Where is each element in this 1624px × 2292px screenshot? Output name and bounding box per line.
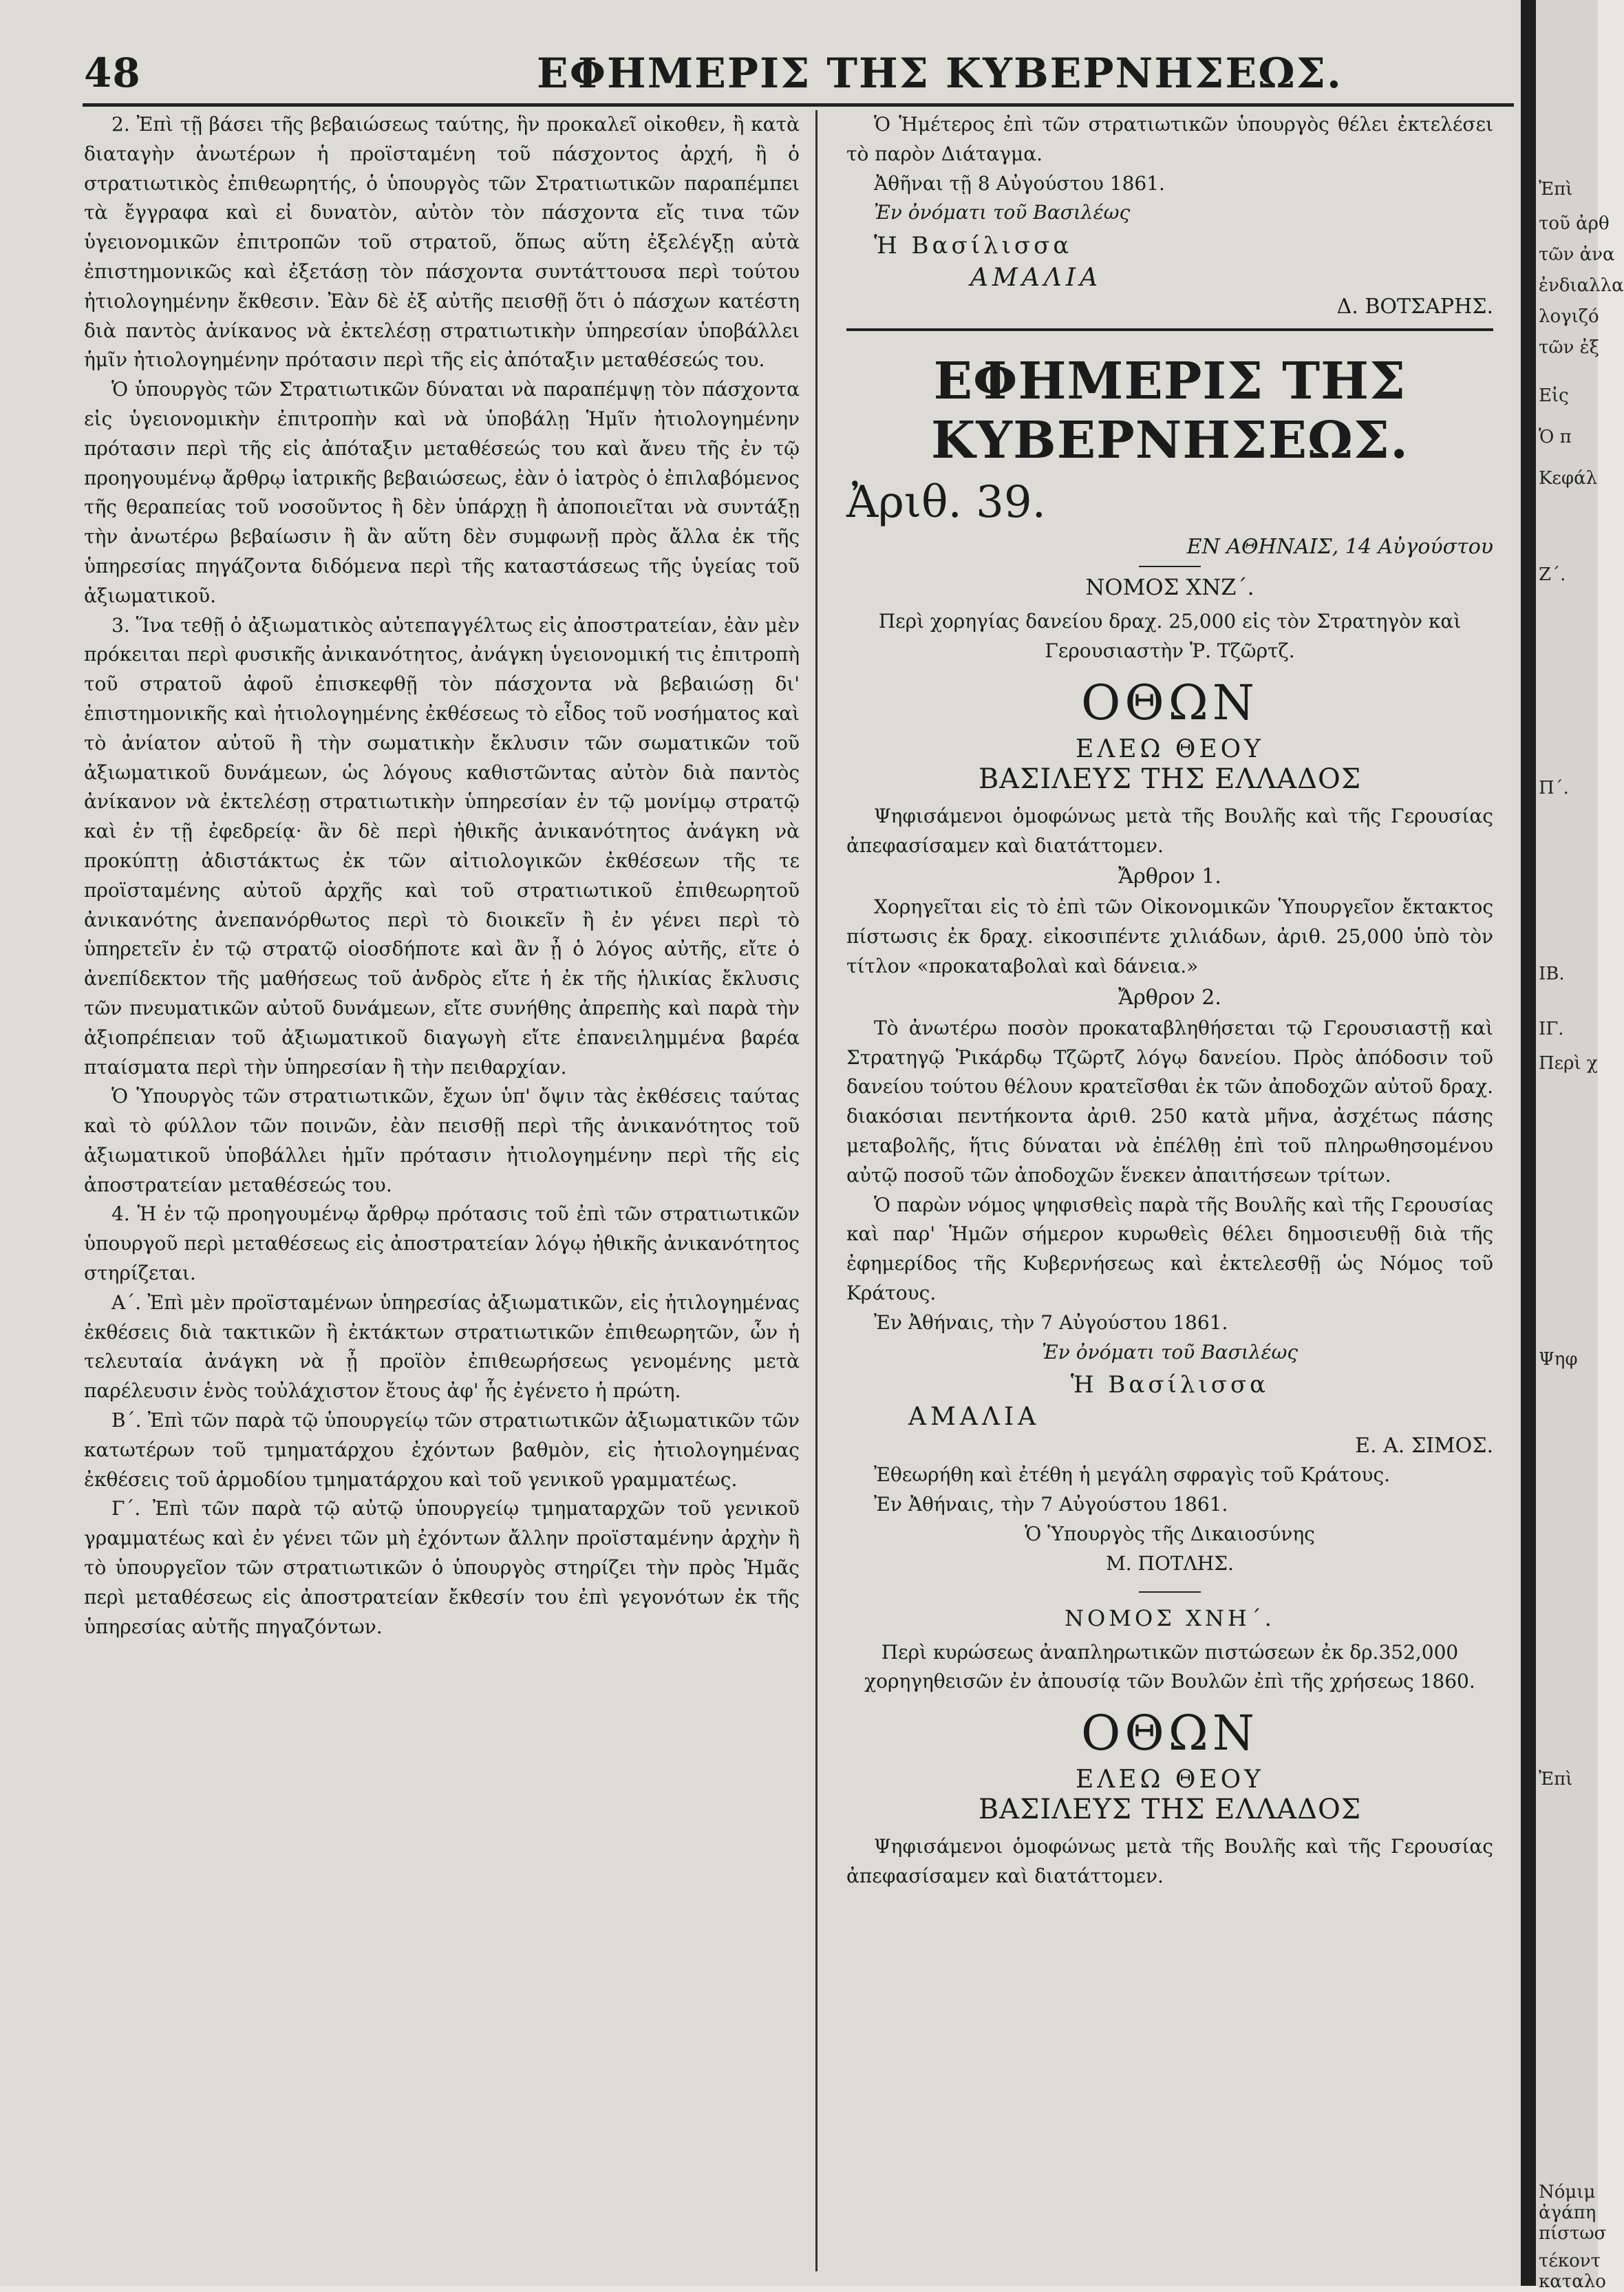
edge-fragment: τῶν ἀνα <box>1539 244 1615 265</box>
column-divider <box>815 110 818 2271</box>
edge-fragment: ἀγάπη <box>1539 2203 1596 2223</box>
king-of-greece: ΒΑΣΙΛΕΥΣ ΤΗΣ ΕΛΛΑΔΟΣ <box>978 1794 1362 1826</box>
edge-fragment: Ἐπὶ <box>1539 179 1573 200</box>
edge-fragment: καταλο <box>1539 2271 1606 2292</box>
decree-closing: Ὁ Ἡμέτερος ἐπὶ τῶν στρατιωτικῶν ὑπουργὸς θέλει ἐκτελέσει τὸ παρὸν Διάταγμα. <box>846 113 1493 165</box>
short-rule <box>1139 1591 1201 1593</box>
page-number: 48 <box>84 50 141 96</box>
header-rule <box>83 103 1514 107</box>
edge-fragment: τοῦ ἀρθ <box>1539 213 1610 234</box>
minister-name: Μ. ΠΟΤΛΗΣ. <box>1106 1551 1234 1575</box>
decree-date: Ἀθῆναι τῇ 8 Αὐγούστου 1861. <box>874 171 1165 195</box>
edge-fragment: Ψηφ <box>1539 1349 1578 1370</box>
law-preamble: Ψηφισάμενοι ὁμοφώνως μετὰ τῆς Βουλῆς καὶ τῆς Γερουσίας ἀπεφασίσαμεν καὶ διατάττομεν. <box>846 804 1493 857</box>
minister-title: Ὁ Ὑπουργὸς τῆς Δικαιοσύνης <box>1025 1522 1315 1545</box>
decree-queen: Ἡ Βασίλισσα <box>874 232 1073 260</box>
king-name: ΟΘΩΝ <box>1080 674 1259 731</box>
left-paragraph: 3. Ἵνα τεθῇ ὁ ἀξιωματικὸς αὐτεπαγγέλτως εἰς ἀποστρατείαν, ἐὰν μὲν πρόκειται περὶ φυσικῆς ἀνικανότητος, ἀνάγκη ὑγειονομική τις ἐπιτροπὴ τοῦ στρατοῦ ἀφοῦ ἐπισκεφθῇ τὸν πάσχοντα νὰ βεβαιώσῃ δι' ἐπιστημονικῆς καὶ ἠτιολογημένης ἐκθέσεως τὸ εἶδος τοῦ νοσήματος καὶ τὸ ἀνίατον αὐτοῦ ἢ τὴν σωματικὴν ἔκλυσιν τῶν σωματικῶν τοῦ ἀξιωματικοῦ δυνάμεων, ὡς λόγους καθιστῶντας αὐτὸν διὰ παντὸς ἀνίκανον νὰ ἐκτελέσῃ στρατιωτικὴν ὑπηρεσίαν ἐν τῷ μονίμῳ στρατῷ καὶ ἐν τῇ ἐφεδρείᾳ· ἂν δὲ περὶ ἠθικῆς ἀνικανότητος ἀνάγκη νὰ προκύπτῃ ἀδιστάκτως ἐκ τῶν αἰτιολογικῶν ἐκθέσεων τῆς τε προϊσταμένης αὐτοῦ ἀρχῆς καὶ τοῦ στρατιωτικοῦ ἐπιθεωρητοῦ ἀνικανότης ἀνεπανόρθωτος περὶ τὸ διοικεῖν ἢ ἐν γένει περὶ τὸ ὑπηρετεῖν ἐν τῷ στρατῷ οἱοσδήποτε καὶ ἂν ᾖ ὁ λόγος αὐτῆς, εἴτε ὁ ἀνεπίδεκτον τῆς μαθήσεως τοῦ ἀνδρὸς εἴτε ἡ ἐκ τῆς ἡλικίας ἔκλυσις τῶν πνευματικῶν αὐτοῦ δυνάμεων, εἴτε συνήθης ἀπρεπὴς καὶ παρὰ τὴν ἀξιοπρέπειαν τοῦ ἀξιωματικοῦ διαγωγὴ εἴτε ἐπανειλημμένα βαρέα πταίσματα περὶ τὴν ὑπηρεσίαν ἢ τὴν πειθαρχίαν. <box>84 613 800 1079</box>
edge-fragment: λογιζό <box>1539 306 1599 327</box>
edge-fragment: Κεφάλ <box>1539 468 1598 489</box>
law-in-name-of-king: Ἐν ὀνόματι τοῦ Βασιλέως <box>1041 1340 1299 1363</box>
page-header-title: ΕΦΗΜΕΡΙΣ ΤΗΣ ΚΥΒΕΡΝΗΣΕΩΣ. <box>537 50 1343 98</box>
edge-fragment: ΙΓ. <box>1539 1019 1564 1039</box>
seal-text: Ἐθεωρήθη καὶ ἐτέθη ἡ μεγάλη σφραγὶς τοῦ Κράτους. <box>874 1463 1391 1487</box>
law-enactment: Ὁ παρὼν νόμος ψηφισθεὶς παρὰ τῆς Βουλῆς καὶ τῆς Γερουσίας καὶ παρ' Ἡμῶν σήμερον κυρωθεὶς θέλει δημοσιευθῇ διὰ τῆς ἐφημερίδος τῆς Κυβερνήσεως καὶ ἐκτελεσθῇ ὡς Νόμος τοῦ Κράτους. <box>846 1193 1493 1304</box>
law-title: ΝΟΜΟΣ ΧΝΗ΄. <box>1065 1604 1275 1631</box>
law-date: Ἐν Ἀθήναις, τὴν 7 Αὐγούστου 1861. <box>874 1311 1228 1334</box>
article-text: Χορηγεῖται εἰς τὸ ἐπὶ τῶν Οἰκονομικῶν Ὑπουργεῖον ἔκτακτος πίστωσις ἐκ δραχ. εἰκοσιπέντε χιλιάδων, ἀριθ. 25,000 ὑπὸ τὸν τίτλον «προκαταβολαὶ καὶ δάνεια.» <box>846 895 1493 977</box>
edge-fragment: Περὶ χ <box>1539 1053 1598 1074</box>
left-column <box>84 110 800 2258</box>
law-subtitle: Περὶ χορηγίας δανείου δραχ. 25,000 εἰς τὸν Στρατηγὸν καὶ Γερουσιαστὴν Ῥ. Τζῶρτζ. <box>878 610 1462 662</box>
place-date: ΕΝ ΑΘΗΝΑΙΣ, 14 Αὐγούστου <box>1186 535 1493 560</box>
article-label: Ἄρθρον 1. <box>1118 864 1221 889</box>
left-paragraph: Ὁ ὑπουργὸς τῶν Στρατιωτικῶν δύναται νὰ παραπέμψῃ τὸν πάσχοντα εἰς ὑγειονομικὴν ἐπιτροπὴν καὶ νὰ ὑποβάλῃ Ἡμῖν ἠτιολογημένην πρότασιν περὶ τῆς εἰς ἀπόταξιν μεταθέσεώς του καὶ ἄνευ τῆς ἐν τῷ προηγουμένῳ ἄρθρῳ ἰατρικῆς βεβαιώσεως, ἐὰν ὁ ἰατρὸς ὁ ἐπιλαβόμενος τῆς θεραπείας τοῦ νοσοῦντος ἢ δὲν ὑπάρχῃ ἢ ἀποποιεῖται νὰ συντάξῃ τὴν ἀνωτέρω βεβαίωσιν ἢ ἂν αὕτη δὲν συμφωνῇ πρὸς ἄλλα ἐκ τῆς ὑπηρεσίας πηγάζοντα διδόμενα περὶ τῆς καταστάσεως τῆς ὑγείας τοῦ ἀξιωματικοῦ. <box>84 378 800 607</box>
edge-fragment: Ζ΄. <box>1539 564 1566 585</box>
left-paragraph: Ὁ Ὑπουργὸς τῶν στρατιωτικῶν, ἔχων ὑπ' ὄψιν τὰς ἐκθέσεις ταύτας καὶ τὸ φύλλον τῶν ποινῶν, ἐὰν πεισθῇ περὶ τῆς ἀνικανότητος τοῦ ἀξιωματικοῦ ὑποβάλλει ἡμῖν πρότασιν ἠτιολογημένην περὶ τῆς εἰς ἀποστρατείαν μεταθέσεώς του. <box>84 1085 800 1196</box>
decree-signatory: Δ. ΒΟΤΣΑΡΗΣ. <box>1336 295 1493 319</box>
edge-fragment: Π΄. <box>1539 778 1569 798</box>
left-paragraph: 2. Ἐπὶ τῇ βάσει τῆς βεβαιώσεως ταύτης, ἣν προκαλεῖ οἰκοθεν, ἢ κατὰ διαταγὴν ἀνωτέρων ἡ προϊσταμένη τοῦ πάσχοντος ἀρχή, ἢ ὁ στρατιωτικὸς ἐπιθεωρητής, ὁ ὑπουργὸς τῶν Στρατιωτικῶν παραπέμπει τὰ ἔγγραφα καὶ εἰ δυνατὸν, αὐτὸν τὸν πάσχοντα εἴς τινα τῶν ὑγειονομικῶν ἐπιτροπῶν τοῦ στρατοῦ, ὅπως αὕτη ἐξελέγξῃ αὐτὰ ἐπιστημονικῶς καὶ ἐξετάσῃ τὸν πάσχοντα συντάττουσα περὶ τούτου ἠτιολογημένην ἔκθεσιν. Ἐὰν δὲ ἐξ αὐτῆς πεισθῇ ὅτι ὁ πάσχων κατέστη διὰ παντὸς ἀνίκανος νὰ ἐκτελέσῃ στρατιωτικὴν ὑπηρεσίαν ὑποβάλλει ἡμῖν ἠτιολογημένην πρότασιν περὶ τῆς εἰς ἀπόταξιν μεταθέσεώς του. <box>84 113 800 372</box>
edge-fragment: Ἐπὶ <box>1539 1769 1573 1790</box>
decree-amalia: ΑΜΑΛΙΑ <box>970 264 1102 293</box>
edge-fragment: Νόμιμ <box>1539 2182 1596 2203</box>
by-grace-of-god: ΕΛΕΩ ΘΕΟΥ <box>1076 734 1264 763</box>
edge-fragment: Ὁ π <box>1539 427 1572 447</box>
king-name: ΟΘΩΝ <box>1080 1705 1259 1762</box>
article-text: Τὸ ἀνωτέρω ποσὸν προκαταβληθήσεται τῷ Γερουσιαστῇ καὶ Στρατηγῷ Ῥικάρδῳ Τζῶρτζ λόγῳ δανείου. Πρὸς ἀπόδοσιν τοῦ δανείου τούτου θέλουν κρατεῖσθαι ἐκ τῶν ἀποδοχῶν αὐτοῦ δραχ. διακόσιαι πεντήκοντα ἀριθ. 250 κατὰ μῆνα, ἀσχέτως πάσης μεταβολῆς, ἥτις δύναται νὰ ἐπέλθῃ ἐπὶ τοῦ πληρωθησομένου αὐτῷ ποσοῦ τῶν ἀποδοχῶν ἕνεκεν ἀπαιτήσεων τρίτων. <box>846 1016 1493 1187</box>
edge-fragment: ΙΒ. <box>1539 964 1565 984</box>
left-paragraph: Β΄. Ἐπὶ τῶν παρὰ τῷ ὑπουργείῳ τῶν στρατιωτικῶν ἀξιωματικῶν τῶν κατωτέρων τοῦ τμηματάρχου ἐχόντων βαθμὸν, εἰς ἠτιολογημένας ἐκθέσεις τοῦ ἁρμοδίου τμηματάρχου καὶ τοῦ γενικοῦ γραμματέως. <box>84 1409 800 1491</box>
king-of-greece: ΒΑΣΙΛΕΥΣ ΤΗΣ ΕΛΛΑΔΟΣ <box>978 763 1362 795</box>
issue-number: Ἀριθ. 39. <box>846 477 1046 529</box>
edge-fragment: τέκοντ <box>1539 2251 1601 2271</box>
edge-fragment: πίστωσ <box>1539 2223 1607 2244</box>
edge-fragment: Εἰς <box>1539 385 1569 406</box>
right-column <box>846 110 1493 2264</box>
seal-date: Ἐν Ἀθήναις, τὴν 7 Αὐγούστου 1861. <box>874 1493 1228 1516</box>
masthead: ΕΦΗΜΕΡΙΣ ΤΗΣ ΚΥΒΕΡΝΗΣΕΩΣ. <box>931 352 1409 471</box>
law-title: ΝΟΜΟΣ ΧΝΖ΄. <box>1085 574 1254 601</box>
law-preamble: Ψηφισάμενοι ὁμοφώνως μετὰ τῆς Βουλῆς καὶ τῆς Γερουσίας ἀπεφασίσαμεν καὶ διατάττομεν. <box>846 1835 1493 1887</box>
left-paragraph: Α΄. Ἐπὶ μὲν προϊσταμένων ὑπηρεσίας ἀξιωματικῶν, εἰς ἠτιλογημένας ἐκθέσεις διὰ τακτικῶν ἢ ἐκτάκτων στρατιωτικῶν ἐπιθεωρητῶν, ὧν ἡ τελευταία ἀνάγκη νὰ ᾖ προϊὸν ἐπιθεωρήσεως γενομένης μετὰ παρέλευσιν ἑνὸς τοὐλάχιστον ἔτους ἀφ' ἧς ἐγένετο ἡ πρώτη. <box>84 1291 800 1403</box>
short-rule <box>1139 566 1201 567</box>
law-amalia: ΑΜΑΛΙΑ <box>908 1403 1040 1432</box>
left-paragraph: 4. Ἡ ἐν τῷ προηγουμένῳ ἄρθρῳ πρότασις τοῦ ἐπὶ τῶν στρατιωτικῶν ὑπουργοῦ περὶ μεταθέσεως εἰς ἀποστρατείαν λόγῳ ἠθικῆς ἀνικανότητος στηρίζεται. <box>84 1202 800 1285</box>
edge-fragment: τῶν ἐξ <box>1539 337 1599 358</box>
decree-in-name-of-king: Ἐν ὀνόματι τοῦ Βασιλέως <box>874 201 1131 224</box>
law-subtitle: Περὶ κυρώσεως ἀναπληρωτικῶν πιστώσεων ἐκ δρ.352,000 χορηγηθεισῶν ἐν ἀπουσίᾳ τῶν Βουλῶν ἐπὶ τῆς χρήσεως 1860. <box>864 1640 1475 1693</box>
section-rule <box>846 328 1493 331</box>
left-paragraph: Γ΄. Ἐπὶ τῶν παρὰ τῷ αὐτῷ ὑπουργείῳ τμηματαρχῶν τοῦ γενικοῦ γραμματέως καὶ ἐν γένει τῶν μὴ ἐχόντων ἄλλην προϊσταμένην ἀρχὴν ἢ τὸ ὑπουργεῖον τῶν στρατιωτικῶν ὁ ὑπουργὸς στηρίζει τὴν πρὸς Ἡμᾶς περὶ μεταθέσεως εἰς ἀποστρατείαν ἔκθεσίν του ἐπὶ γεγονότων ἐκ τῆς ὑπηρεσίας αὐτῆς πηγαζόντων. <box>84 1497 800 1638</box>
law-queen: Ἡ Βασίλισσα <box>1070 1371 1270 1399</box>
law-signatory: Ε. Α. ΣΙΜΟΣ. <box>1355 1434 1493 1458</box>
edge-fragment: ἐνδιαλλα <box>1539 275 1624 296</box>
article-label: Ἄρθρον 2. <box>1118 985 1221 1010</box>
by-grace-of-god: ΕΛΕΩ ΘΕΟΥ <box>1076 1765 1264 1794</box>
